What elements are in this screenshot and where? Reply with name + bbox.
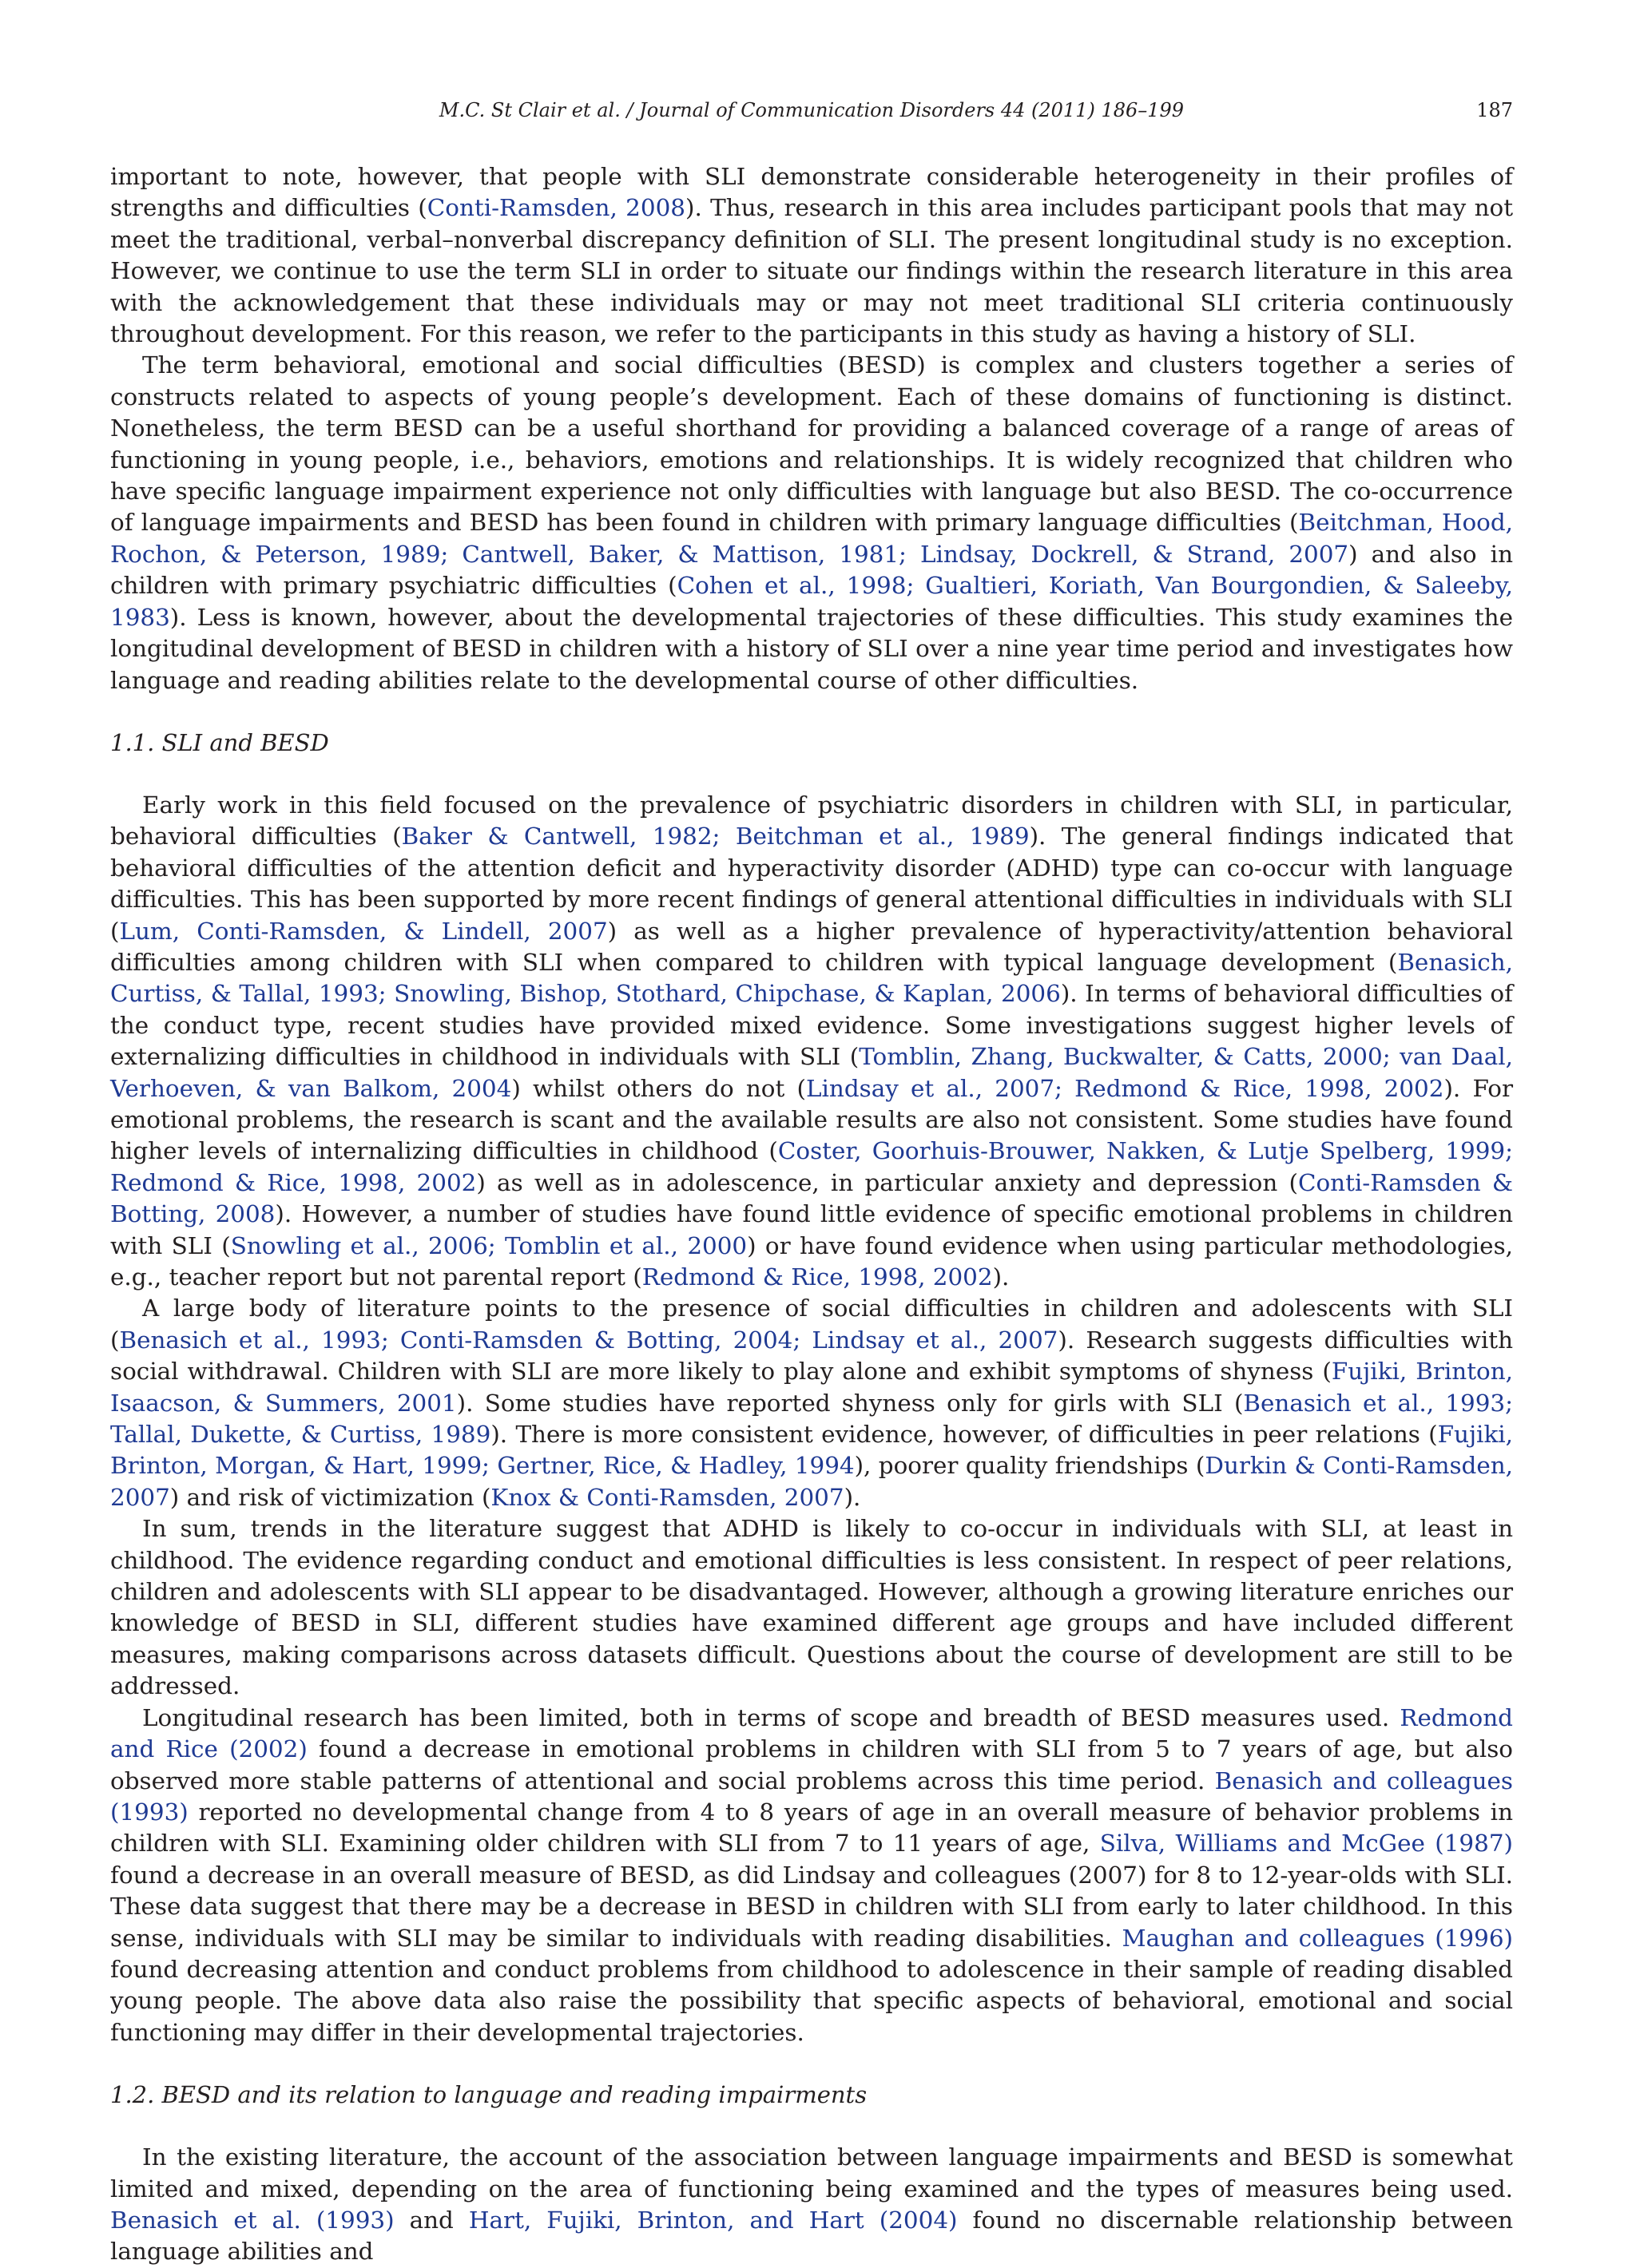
- citation-link[interactable]: Lindsay et al., 2007; Redmond & Rice, 1998, 2002: [805, 1074, 1444, 1102]
- body-paragraph: [110, 1513, 1513, 1702]
- citation-link[interactable]: Baker & Cantwell, 1982; Beitchman et al., 1989: [401, 823, 1030, 850]
- citation-link[interactable]: Coster, Goorhuis-Brouwer, Nakken, & Lutje Spelberg, 1999; Redmond & Rice, 1998, 2002: [110, 1137, 1513, 1196]
- paragraph-text: ). In terms of behavioral difficulties of the conduct type, recent studies have provided mixed evidence. Some investigations suggest higher levels of externalizing difficulties in childhood in individuals with SLI (: [110, 980, 1513, 1071]
- paragraph-text: found no discernable relationship between language abilities and: [110, 2206, 1514, 2266]
- body-paragraph: [110, 350, 1513, 696]
- citation-link[interactable]: Benasich et al., 1993; Conti-Ramsden & Botting, 2004; Lindsay et al., 2007: [119, 1326, 1058, 1354]
- citation-link[interactable]: Fujiki, Brinton, Morgan, & Hart, 1999; Gertner, Rice, & Hadley, 1994: [110, 1421, 1514, 1480]
- paragraph-text: ) and risk of victimization (: [169, 1483, 491, 1511]
- paragraph-text: ) as well as in adolescence, in particular anxiety and depression (: [476, 1168, 1298, 1196]
- paragraph-text: ).: [844, 1483, 861, 1511]
- body-paragraph: [110, 1703, 1513, 2048]
- paragraph-text: important to note, however, that people with SLI demonstrate considerable heterogeneity in their profiles of strengths and difficulties (: [110, 163, 1513, 222]
- paragraph-text: ) whilst others do not (: [511, 1074, 806, 1102]
- paragraph-text: ). The general findings indicated that behavioral difficulties of the attention deficit and hyperactivity disorder (ADHD) type can co-occur with language difficulties. This has been supported by more recent findings of general attentional difficulties in individuals with SLI (: [110, 823, 1514, 945]
- paragraph-text: ). There is more consistent evidence, however, of difficulties in peer relations (: [490, 1421, 1438, 1449]
- paragraph-text: found decreasing attention and conduct problems from childhood to adolescence in their sample of reading disabled young people. The above data also raise the possibility that specific aspects of behavioral, emotional and social functioning may differ in their developmental trajectories.: [110, 1955, 1513, 2046]
- body-paragraph: [110, 1293, 1513, 1513]
- citation-link[interactable]: Fujiki, Brinton, Isaacson, & Summers, 2001: [110, 1358, 1513, 1417]
- paragraph-text: ) and also in children with primary psychiatric difficulties (: [110, 540, 1513, 600]
- paragraph-text: found a decrease in an overall measure of BESD, as did Lindsay and colleagues (2007) for 8 to 12-year-olds with SLI. These data suggest that there may be a decrease in BESD in children with SLI from early to later childhood. In this sense, individuals with SLI may be similar to individuals with reading disabilities.: [110, 1861, 1513, 1952]
- citation-link[interactable]: Conti-Ramsden & Botting, 2008: [110, 1168, 1514, 1228]
- citation-link[interactable]: Beitchman, Hood, Rochon, & Peterson, 1989; Cantwell, Baker, & Mattison, 1981; Lindsay, Dockrell, & Strand, 2007: [110, 509, 1513, 568]
- paragraph-text: Longitudinal research has been limited, both in terms of scope and breadth of BESD measures used.: [142, 1703, 1400, 1731]
- citation-link[interactable]: Benasich et al. (1993): [110, 2206, 395, 2234]
- journal-citation: M.C. St Clair et al. / Journal of Communication Disorders 44 (2011) 186–199: [439, 99, 1185, 121]
- article-page: [110, 94, 1513, 2268]
- citation-link[interactable]: Knox & Conti-Ramsden, 2007: [490, 1483, 844, 1511]
- body-paragraph: [110, 161, 1513, 350]
- section-heading: 1.2. BESD and its relation to language and reading impairments: [110, 2081, 868, 2109]
- page-number: 187: [1476, 99, 1513, 121]
- paragraph-text: found a decrease in emotional problems in children with SLI from 5 to 7 years of age, but also observed more stable patterns of attentional and social problems across this time period.: [110, 1735, 1514, 1794]
- citation-link[interactable]: Cohen et al., 1998; Gualtieri, Koriath, Van Bourgondien, & Saleeby, 1983: [110, 572, 1513, 631]
- citation-link[interactable]: Tomblin, Zhang, Buckwalter, & Catts, 2000; van Daal, Verhoeven, & van Balkom, 2004: [110, 1043, 1514, 1102]
- article-body: [110, 161, 1513, 2268]
- paragraph-text: ). Thus, research in this area includes participant pools that may not meet the traditional, verbal–nonverbal discrepancy definition of SLI. The present longitudinal study is no exception. However, we continue to use the term SLI in order to situate our findings within the research literature in this area with the acknowledgement that these individuals may or may not meet traditional SLI criteria continuously throughout development. For this reason, we refer to the participants in this study as having a history of SLI.: [110, 194, 1513, 348]
- paragraph-text: In the existing literature, the account of the association between language impairments and BESD is somewhat limited and mixed, depending on the area of functioning being examined and the types of measures being used.: [110, 2143, 1513, 2203]
- citation-link[interactable]: Maughan and colleagues (1996): [1122, 1924, 1513, 1952]
- paragraph-text: ) or have found evidence when using particular methodologies, e.g., teacher report but not parental report (: [110, 1231, 1514, 1291]
- citation-link[interactable]: Conti-Ramsden, 2008: [427, 194, 685, 222]
- citation-link[interactable]: Durkin & Conti-Ramsden, 2007: [110, 1452, 1513, 1511]
- citation-link[interactable]: Benasich, Curtiss, & Tallal, 1993; Snowling, Bishop, Stothard, Chipchase, & Kaplan, 2006: [110, 948, 1513, 1008]
- citation-link[interactable]: Silva, Williams and McGee (1987): [1099, 1830, 1513, 1858]
- paragraph-text: reported no developmental change from 4 to 8 years of age in an overall measure of behavior problems in children with SLI. Examining older children with SLI from 7 to 11 years of age,: [110, 1798, 1513, 1858]
- citation-link[interactable]: Snowling et al., 2006; Tomblin et al., 2000: [230, 1231, 748, 1259]
- paragraph-text: The term behavioral, emotional and social difficulties (BESD) is complex and clusters together a series of constructs related to aspects of young people’s development. Each of these domains of functioning is distinct. Nonetheless, the term BESD can be a useful shorthand for providing a balanced coverage of a range of areas of functioning in young people, i.e., behaviors, emotions and relationships. It is widely recognized that children who have specific language impairment experience not only difficulties with language but also BESD. The co-occurrence of language impairments and BESD has been found in children with primary language difficulties (: [110, 351, 1513, 537]
- body-paragraph: [110, 2142, 1513, 2268]
- paragraph-text: ). However, a number of studies have found little evidence of specific emotional problems in children with SLI (: [110, 1200, 1513, 1259]
- citation-link[interactable]: Benasich et al., 1993; Tallal, Dukette, & Curtiss, 1989: [110, 1389, 1514, 1449]
- body-paragraph: [110, 790, 1513, 1294]
- paragraph-text: ) as well as a higher prevalence of hyperactivity/attention behavioral difficulties among children with SLI when compared to children with typical language development (: [110, 917, 1513, 976]
- citation-link[interactable]: Benasich and colleagues (1993): [110, 1766, 1514, 1826]
- paragraph-text: ).: [992, 1263, 1010, 1291]
- citation-link[interactable]: Redmond & Rice, 1998, 2002: [641, 1263, 993, 1291]
- citation-link[interactable]: Hart, Fujiki, Brinton, and Hart (2004): [468, 2206, 958, 2234]
- paragraph-text: ). Some studies have reported shyness only for girls with SLI (: [456, 1389, 1244, 1417]
- paragraph-text: ). For emotional problems, the research is scant and the available results are also not consistent. Some studies have found higher levels of internalizing difficulties in childhood (: [110, 1074, 1513, 1165]
- paragraph-text: Early work in this field focused on the prevalence of psychiatric disorders in children with SLI, in particular, behavioral difficulties (: [110, 791, 1513, 850]
- paragraph-text: ). Research suggests difficulties with social withdrawal. Children with SLI are more likely to play alone and exhibit symptoms of shyness (: [110, 1326, 1514, 1386]
- citation-link[interactable]: Lum, Conti-Ramsden, & Lindell, 2007: [119, 917, 608, 945]
- citation-link[interactable]: Redmond and Rice (2002): [110, 1703, 1513, 1763]
- running-header: [110, 94, 1513, 133]
- paragraph-text: ). Less is known, however, about the developmental trajectories of these difficulties. This study examines the longitudinal development of BESD in children with a history of SLI over a nine year time period and investigates how language and reading abilities relate to the developmental course of other difficulties.: [110, 603, 1513, 694]
- paragraph-text: ), poorer quality friendships (: [854, 1452, 1205, 1480]
- paragraph-text: and: [394, 2206, 469, 2234]
- paragraph-text: A large body of literature points to the presence of social difficulties in children and adolescents with SLI (: [110, 1295, 1513, 1354]
- section-heading: 1.1. SLI and BESD: [110, 728, 329, 756]
- paragraph-text: In sum, trends in the literature suggest that ADHD is likely to co-occur in individuals with SLI, at least in childhood. The evidence regarding conduct and emotional difficulties is less consistent. In respect of peer relations, children and adolescents with SLI appear to be disadvantaged. However, although a growing literature enriches our knowledge of BESD in SLI, different studies have examined different age groups and have included different measures, making comparisons across datasets difficult. Questions about the course of development are still to be addressed.: [110, 1515, 1513, 1700]
